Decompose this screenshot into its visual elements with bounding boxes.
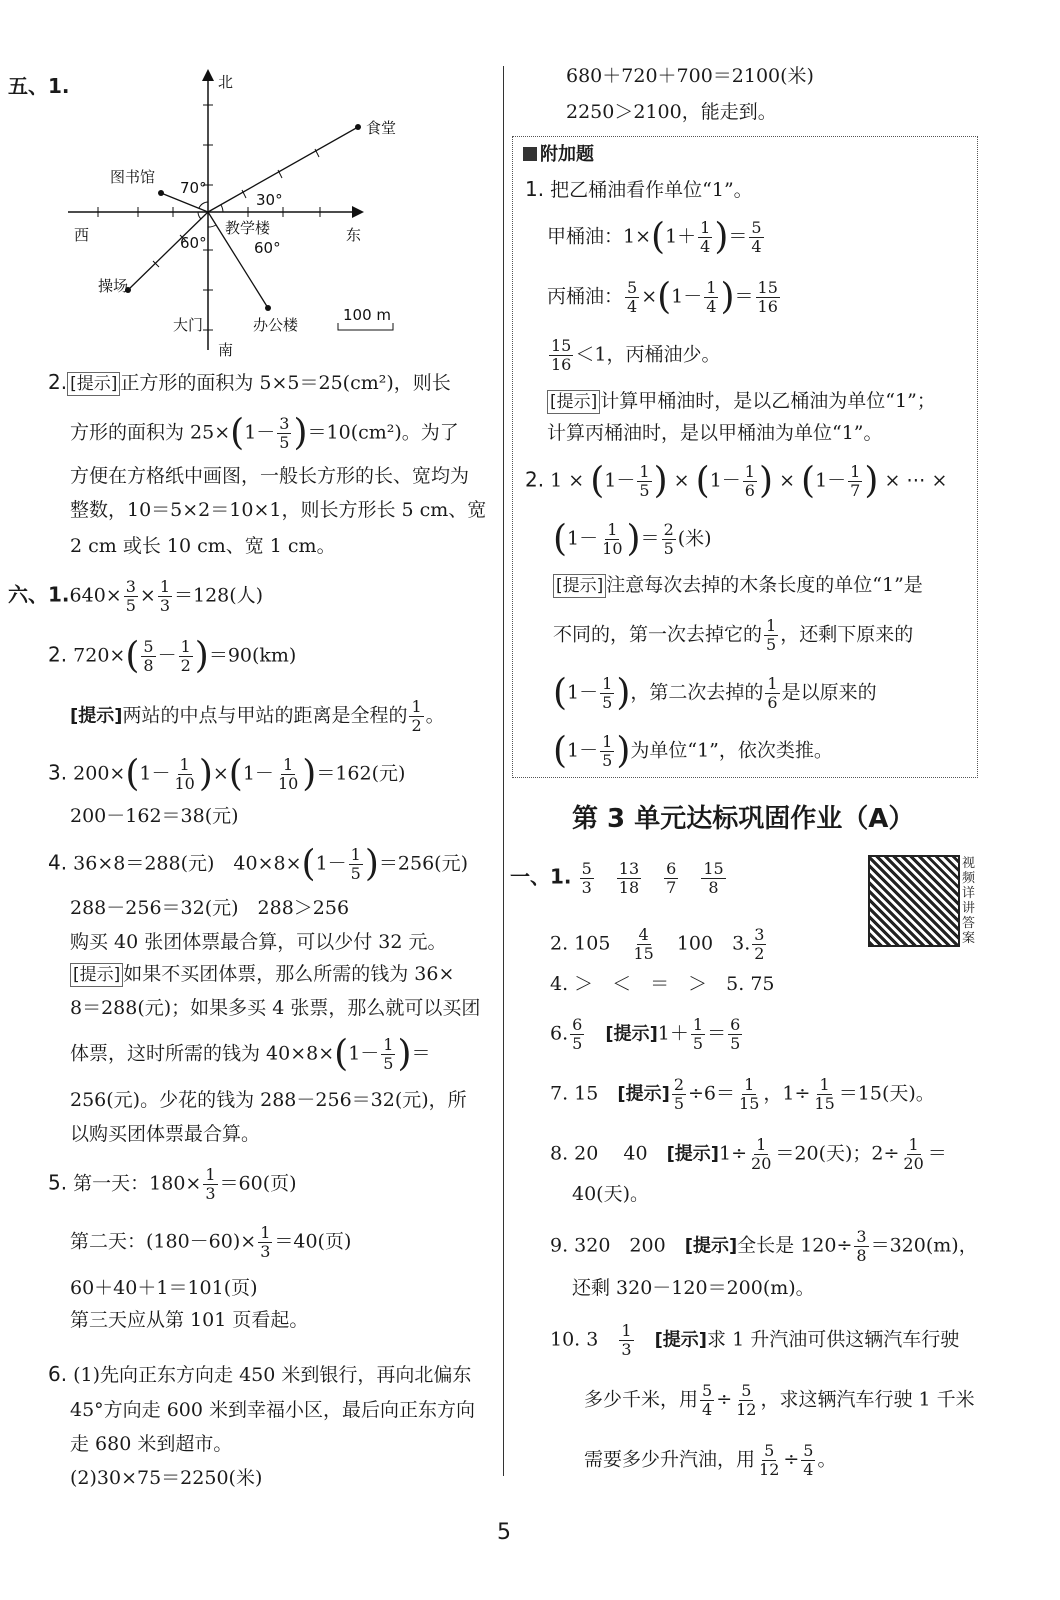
direction-map [58, 65, 458, 365]
bonus-q1-line1: 1. 把乙桶油看作单位“1”。 [525, 177, 753, 201]
label-office: 办公楼 [253, 316, 299, 334]
column-divider [503, 66, 504, 1476]
s6-q4-line4: [提示] 如果不买团体票，那么所需的钱为 36× [70, 960, 454, 988]
s5-q2-line2: 方形的面积为 25×(1－ $\frac{3}{5}$ )＝10(cm²)。为了 [70, 412, 459, 454]
unit-q8: 8. 20 40 [提示]1÷ $\frac{1}{20}$ ＝20(天)；2÷ $\frac{1}{20}$ ＝ [550, 1135, 947, 1173]
label-south: 南 [218, 341, 234, 359]
s6-q5: 5. 第一天：180× $\frac{1}{3}$ ＝60(页) [48, 1165, 297, 1203]
s6-q1: 六、1.640× $\frac{3}{5}$ × $\frac{1}{3}$ ＝128(人) [8, 577, 264, 615]
bonus-q2-line2: (1－ $\frac{1}{10}$ )＝ $\frac{2}{5}$ (米) [553, 518, 712, 560]
arc-70 [199, 202, 208, 208]
scale-bar [338, 323, 393, 330]
label-west: 西 [74, 226, 90, 244]
unit-q7: 7. 15 [提示] $\frac{2}{5}$ ÷6＝ $\frac{1}{15}$ ，1÷ $\frac{1}{15}$ ＝15(天)。 [550, 1075, 935, 1113]
label-canteen: 食堂 [366, 119, 397, 137]
unit-q6: 6. $\frac{6}{5}$ [提示]1＋ $\frac{1}{5}$ ＝ $\frac{6}{5}$ [550, 1015, 741, 1053]
bonus-q1-tip1: [提示] 计算甲桶油时，是以乙桶油为单位“1”； [547, 387, 936, 415]
label-scale: 100 m [343, 306, 392, 324]
s6-q6-line3: 走 680 米到超市。 [70, 1433, 233, 1455]
s6-q2: 2. 720×( $\frac{5}{8}$ － $\frac{1}{2}$ )＝90(km) [48, 635, 297, 677]
s5-q2-line1: 2. [提示] 正方形的面积为 5×5＝25(cm²)，则长 [48, 370, 451, 394]
label-library: 图书馆 [110, 168, 156, 186]
unit-q10-line3: 需要多少升汽油，用 $\frac{5}{12}$ ÷ $\frac{5}{4}$ 。 [584, 1441, 837, 1479]
bonus-q1-jia: 甲桶油：1×(1＋ $\frac{1}{4}$ )＝ $\frac{5}{4}$ [547, 216, 762, 258]
s5-q2-line4: 整数，10＝5×2＝10×1，则长方形长 5 cm、宽 [70, 499, 487, 521]
bonus-q2-tip2: 不同的，第一次去掉它的 $\frac{1}{5}$ ，还剩下原来的 [553, 616, 914, 654]
page-number: 5 [497, 1520, 511, 1545]
bonus-q1-bing: 丙桶油： $\frac{5}{4}$ ×(1－ $\frac{1}{4}$ )＝ $\frac{15}{16}$ [547, 276, 778, 318]
dot-library [158, 190, 164, 196]
label-teaching-building: 教学楼 [225, 219, 271, 237]
qr-label: 视频详讲答案 [962, 856, 976, 946]
s6-q4-line3: 购买 40 张团体票最合算，可以少付 32 元。 [70, 931, 447, 953]
ray-canteen [208, 127, 358, 212]
unit-q10: 10. 3 $\frac{1}{3}$ [提示]求 1 升汽油可供这辆汽车行驶 [550, 1321, 960, 1359]
unit-q9-line2: 还剩 320－120＝200(m)。 [572, 1277, 815, 1299]
s6-q4-line8: 以购买团体票最合算。 [70, 1123, 261, 1145]
label-playground: 操场 [98, 277, 129, 295]
bonus-box [512, 136, 978, 778]
label-east: 东 [346, 226, 362, 244]
s6-q6-line2: 45°方向走 600 米到幸福小区，最后向正东方向 [70, 1399, 476, 1421]
bonus-title: 附加题 [523, 141, 594, 169]
s5-q2-line5: 2 cm 或长 10 cm、宽 1 cm。 [70, 535, 336, 557]
s6-q3-line2: 200－162＝38(元) [70, 805, 239, 827]
label-gate: 大门 [173, 316, 204, 334]
dot-canteen [355, 124, 361, 130]
bonus-q1-tip2: 计算丙桶油时，是以甲桶油为单位“1”。 [547, 422, 883, 444]
unit-q8-line2: 40(天)。 [572, 1183, 650, 1205]
s6-q5-line4: 第三天应从第 101 页看起。 [70, 1309, 309, 1331]
qr-code-icon[interactable] [868, 855, 960, 947]
s6-q4-line2: 288－256＝32(元) 288＞256 [70, 897, 350, 919]
label-angle-70: 70° [180, 179, 207, 197]
s6-q4-line7: 256(元)。少花的钱为 288－256＝32(元)，所 [70, 1089, 467, 1111]
s6-q4: 4. 36×8＝288(元) 40×8×(1－ $\frac{1}{5}$ )＝256(元) [48, 843, 468, 885]
bonus-q2-tip4: (1－ $\frac{1}{5}$ )为单位“1”，依次类推。 [553, 730, 833, 772]
s6-q4-line5: 8＝288(元)；如果多买 4 张票，那么就可以买团 [70, 997, 481, 1019]
carry-line2: 2250＞2100，能走到。 [566, 101, 777, 123]
dot-office [265, 305, 271, 311]
s6-q2-tip: [提示]两站的中点与甲站的距离是全程的 $\frac{1}{2}$ 。 [70, 697, 445, 735]
s6-q6-line4: (2)30×75＝2250(米) [70, 1467, 263, 1489]
s6-q3: 3. 200×(1－ $\frac{1}{10}$ )×(1－ $\frac{1}{10}$ )＝162(元) [48, 753, 406, 795]
s6-q6-line1: 6. (1)先向正东方向走 450 米到银行，再向北偏东 [48, 1362, 472, 1386]
s6-q5-line3: 60＋40＋1＝101(页) [70, 1277, 258, 1299]
s6-q4-line6: 体票，这时所需的钱为 40×8×(1－ $\frac{1}{5}$ )＝ [70, 1033, 431, 1075]
unit-title: 第 3 单元达标巩固作业（A） [572, 804, 915, 834]
bonus-q1-compare: $\frac{15}{16}$ ＜1，丙桶油少。 [551, 336, 721, 374]
book-icon [523, 147, 537, 161]
bonus-q2-tip3: (1－ $\frac{1}{5}$ )，第二次去掉的 $\frac{1}{6}$ 是以原来的 [553, 672, 877, 714]
s5-q2-line3: 方便在方格纸中画图，一般长方形的长、宽均为 [70, 465, 470, 487]
arc-60b [208, 225, 216, 227]
section-5-heading: 五、1. [8, 74, 70, 98]
s6-q5-line2: 第二天：(180－60)× $\frac{1}{3}$ ＝40(页) [70, 1223, 352, 1261]
label-north: 北 [218, 73, 234, 91]
unit-q1: 一、1. $\frac{5}{3}$ $\frac{13}{18}$ $\frac{6}{7}$ $\frac{15}{8}$ [510, 859, 724, 897]
unit-q4-q5: 4. ＞ ＜ ＝ ＞ 5. 75 [550, 973, 775, 995]
unit-q2-q3: 2. 105 $\frac{4}{15}$ 100 3. $\frac{3}{2}$ [550, 925, 765, 963]
carry-line1: 680＋720＋700＝2100(米) [566, 65, 814, 87]
arc-60a [198, 212, 201, 219]
arc-30 [221, 205, 223, 212]
label-angle-30: 30° [256, 191, 283, 209]
bonus-q2-line1: 2. 1 × (1－ $\frac{1}{5}$ ) × (1－ $\frac{1}{6}$ ) × (1－ $\frac{1}{7}$ ) × ⋯ × [525, 460, 948, 502]
label-angle-60a: 60° [180, 234, 207, 252]
bonus-q2-tip1: [提示] 注意每次去掉的木条长度的单位“1”是 [553, 571, 923, 599]
unit-q9: 9. 320 200 [提示]全长是 120÷ $\frac{3}{8}$ ＝320(m)， [550, 1227, 978, 1265]
unit-q10-line2: 多少千米，用 $\frac{5}{4}$ ÷ $\frac{5}{12}$ ，求这辆汽车行驶 1 千米 [584, 1381, 975, 1419]
label-angle-60b: 60° [254, 239, 281, 257]
